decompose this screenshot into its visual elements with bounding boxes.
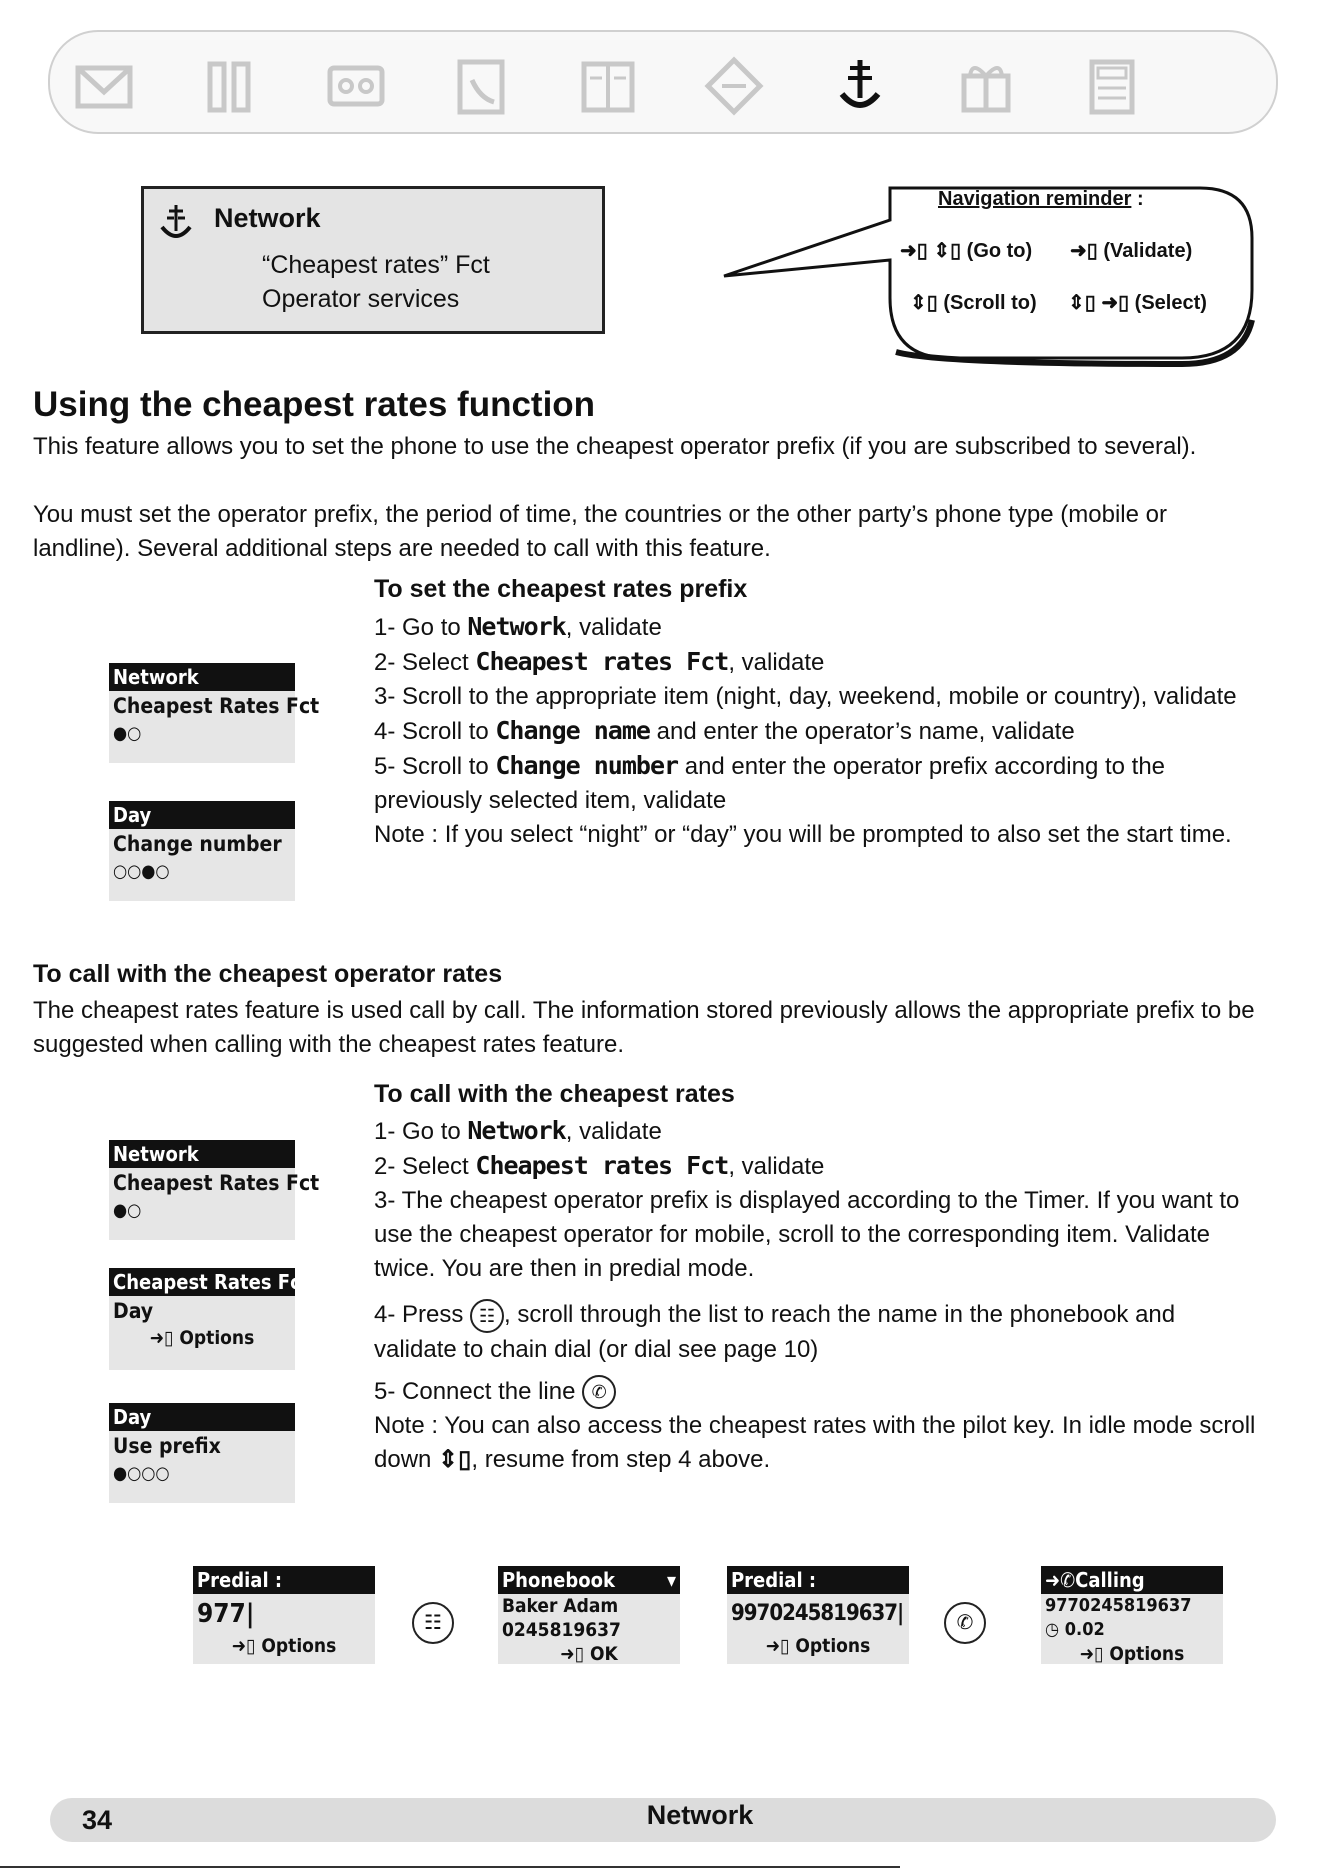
nav-reminder-title: Navigation reminder [938, 188, 1132, 210]
set-step-note: Note : If you select “night” or “day” you will be prompted to also set the start time. [374, 821, 1232, 848]
page-indicator: ●○ [113, 1200, 142, 1221]
screen-header: Network [109, 663, 295, 691]
screen-header: Day [109, 1403, 295, 1431]
screen-header: Predial : [727, 1566, 909, 1594]
ok-key-icon: ➜▯ [1070, 240, 1098, 262]
contact-name: Baker Adam [502, 1595, 619, 1617]
diamond-icon[interactable] [702, 54, 766, 118]
menu-item-cheapest-rates: “Cheapest rates” Fct [262, 251, 490, 279]
call-key-icon: ✆ [582, 1375, 616, 1409]
screen-use-prefix [109, 1403, 295, 1503]
dropdown-arrow-icon: ▾ [666, 1568, 676, 1592]
phonebook-icon[interactable] [450, 54, 514, 118]
screen-phonebook [498, 1566, 680, 1664]
screen-predial-short [193, 1566, 375, 1664]
set-step-3: 3- Scroll to the appropriate item (night, day, weekend, mobile or country), validate [374, 683, 1237, 710]
contact-number: 0245819637 [502, 1619, 621, 1641]
predial-number: 977| [197, 1599, 255, 1629]
call-timer: ◷ 0.02 [1045, 1619, 1105, 1640]
network-icon [154, 201, 198, 245]
screen-line: Use prefix [113, 1434, 221, 1458]
predial-number: 9970245819637| [731, 1601, 904, 1626]
cassette-icon[interactable] [324, 54, 388, 118]
call-step-note: Note : You can also access the cheapest rates with the pilot key. In idle mode scroll down ⇕▯, resume from step 4 above. [374, 1412, 1256, 1474]
bottom-rule [0, 1866, 900, 1868]
scroll-key-icon: ⇕▯ [910, 292, 938, 314]
menu-item-operator-services: Operator services [262, 285, 460, 313]
page-heading: Using the cheapest rates function [33, 385, 596, 424]
call-steps-title: To call with the cheapest rates [374, 1080, 735, 1108]
scroll-key-icon: ⇕▯ [438, 1446, 472, 1474]
envelope-icon[interactable] [72, 54, 136, 118]
screen-cheapest-rates [109, 1268, 325, 1370]
page-indicator: ●○ [113, 723, 142, 744]
screen-network-menu [109, 1140, 320, 1240]
screen-day-menu [109, 801, 295, 901]
nav-select-row [1068, 290, 1207, 315]
tools-icon[interactable] [198, 54, 262, 118]
call-key-icon: ✆ [944, 1602, 986, 1644]
footer-title: Network [646, 1800, 754, 1830]
phonebook-key-icon: ☷ [470, 1299, 504, 1333]
nav-validate-label: (Validate) [1103, 240, 1193, 262]
scroll-key-icon: ⇕▯ [1068, 292, 1096, 314]
ok-key-icon: ➜▯ [1101, 292, 1130, 314]
softkey-options[interactable]: ➜▯ Options [231, 1635, 337, 1657]
book-icon[interactable] [576, 54, 640, 118]
page-indicator: ●○○○ [113, 1463, 170, 1484]
ok-key-icon: ➜▯ [149, 1327, 174, 1349]
screen-header: Network [109, 1140, 295, 1168]
nav-goto-label: (Go to) [966, 240, 1033, 262]
call-step-3: 3- The cheapest operator prefix is displayed according to the Timer. If you want to use the cheapest operator for mobile, scroll to the corresponding item. Validate twice. You are then in predial mode. [374, 1187, 1240, 1282]
page-number: 34 [82, 1805, 113, 1835]
screen-network-menu [109, 663, 320, 763]
softkey-ok[interactable]: ➜▯ OK [560, 1643, 618, 1665]
softkey-options[interactable]: ➜▯ Options [149, 1327, 255, 1349]
gift-icon[interactable] [954, 54, 1018, 118]
call-step-5: 5- Connect the line ✆ [374, 1375, 1264, 1410]
nav-scroll-label: (Scroll to) [943, 292, 1037, 314]
nav-reminder-title-row [938, 188, 1144, 211]
timer-icon: ◷ [1045, 1619, 1060, 1640]
screen-header: Day [109, 801, 295, 829]
set-step-2: 2- Select Cheapest rates Fct, validate [374, 647, 825, 676]
ok-key-icon: ➜▯ [765, 1635, 790, 1657]
ok-key-icon: ➜▯ [900, 240, 928, 262]
call-arrow-icon: ➜✆ [1045, 1568, 1076, 1592]
phonebook-key-icon: ☷ [412, 1602, 454, 1644]
set-prefix-steps [374, 610, 1264, 852]
screen-header: Phonebook ▾ [498, 1566, 680, 1594]
dropdown-arrow-icon: ▾ [315, 1270, 325, 1294]
intro-paragraph-2: You must set the operator prefix, the period of time, the countries or the other party’s phone type (mobile or landline). Several additional steps are needed to call with this feature. [33, 501, 1167, 562]
call-step-1: 1- Go to Network, validate [374, 1116, 662, 1145]
call-section-title: To call with the cheapest operator rates [33, 960, 503, 988]
call-steps [374, 1114, 1264, 1477]
network-icon[interactable] [828, 54, 892, 118]
ok-key-icon: ➜▯ [1079, 1643, 1104, 1665]
screen-header: Predial : [193, 1566, 375, 1594]
screen-line: Change number [113, 832, 282, 856]
calculator-icon[interactable] [1080, 54, 1144, 118]
network-box-title: Network [214, 203, 321, 233]
network-menu-box [141, 186, 605, 334]
set-step-4: 4- Scroll to Change name and enter the operator’s name, validate [374, 716, 1075, 745]
screen-header: ➜✆Calling [1041, 1566, 1223, 1594]
set-step-5: 5- Scroll to Change number and enter the operator prefix according to the previously selected item, validate [374, 751, 1166, 814]
screen-line: Day [113, 1299, 154, 1323]
screen-header: Cheapest Rates Fct ▾ [109, 1268, 295, 1296]
screen-line: Cheapest Rates Fct [113, 694, 320, 718]
ok-key-icon: ➜▯ [231, 1635, 256, 1657]
set-step-1: 1- Go to Network, validate [374, 612, 662, 641]
scroll-key-icon: ⇕▯ [933, 240, 962, 262]
screen-calling [1041, 1566, 1223, 1664]
nav-validate-row [1070, 238, 1192, 263]
set-prefix-title: To set the cheapest rates prefix [374, 575, 748, 603]
softkey-options[interactable]: ➜▯ Options [765, 1635, 871, 1657]
calling-number: 9770245819637 [1045, 1595, 1192, 1616]
nav-reminder-colon: : [1136, 188, 1144, 210]
screen-predial-full [727, 1566, 909, 1664]
call-section-text: The cheapest rates feature is used call by call. The information stored previously allows the appropriate prefix to be suggested when calling with the cheapest rates feature. [33, 997, 1255, 1058]
call-step-2: 2- Select Cheapest rates Fct, validate [374, 1151, 825, 1180]
nav-select-label: (Select) [1134, 292, 1207, 314]
ok-key-icon: ➜▯ [560, 1643, 584, 1665]
nav-goto-row [900, 238, 1032, 263]
call-step-4: 4- Press ☷ , scroll through the list to reach the name in the phonebook and validate to chain dial (or dial see page 10) [374, 1298, 1264, 1367]
screen-line: Cheapest Rates Fct [113, 1171, 320, 1195]
page-indicator: ○○●○ [113, 861, 170, 882]
navigation-reminder-bubble [720, 180, 1260, 370]
menu-icon-bar [48, 30, 1278, 134]
softkey-options[interactable]: ➜▯ Options [1079, 1643, 1185, 1665]
nav-scroll-row [910, 290, 1037, 315]
intro-paragraph-1: This feature allows you to set the phone to use the cheapest operator prefix (if you are subscribed to several). [33, 433, 1197, 460]
